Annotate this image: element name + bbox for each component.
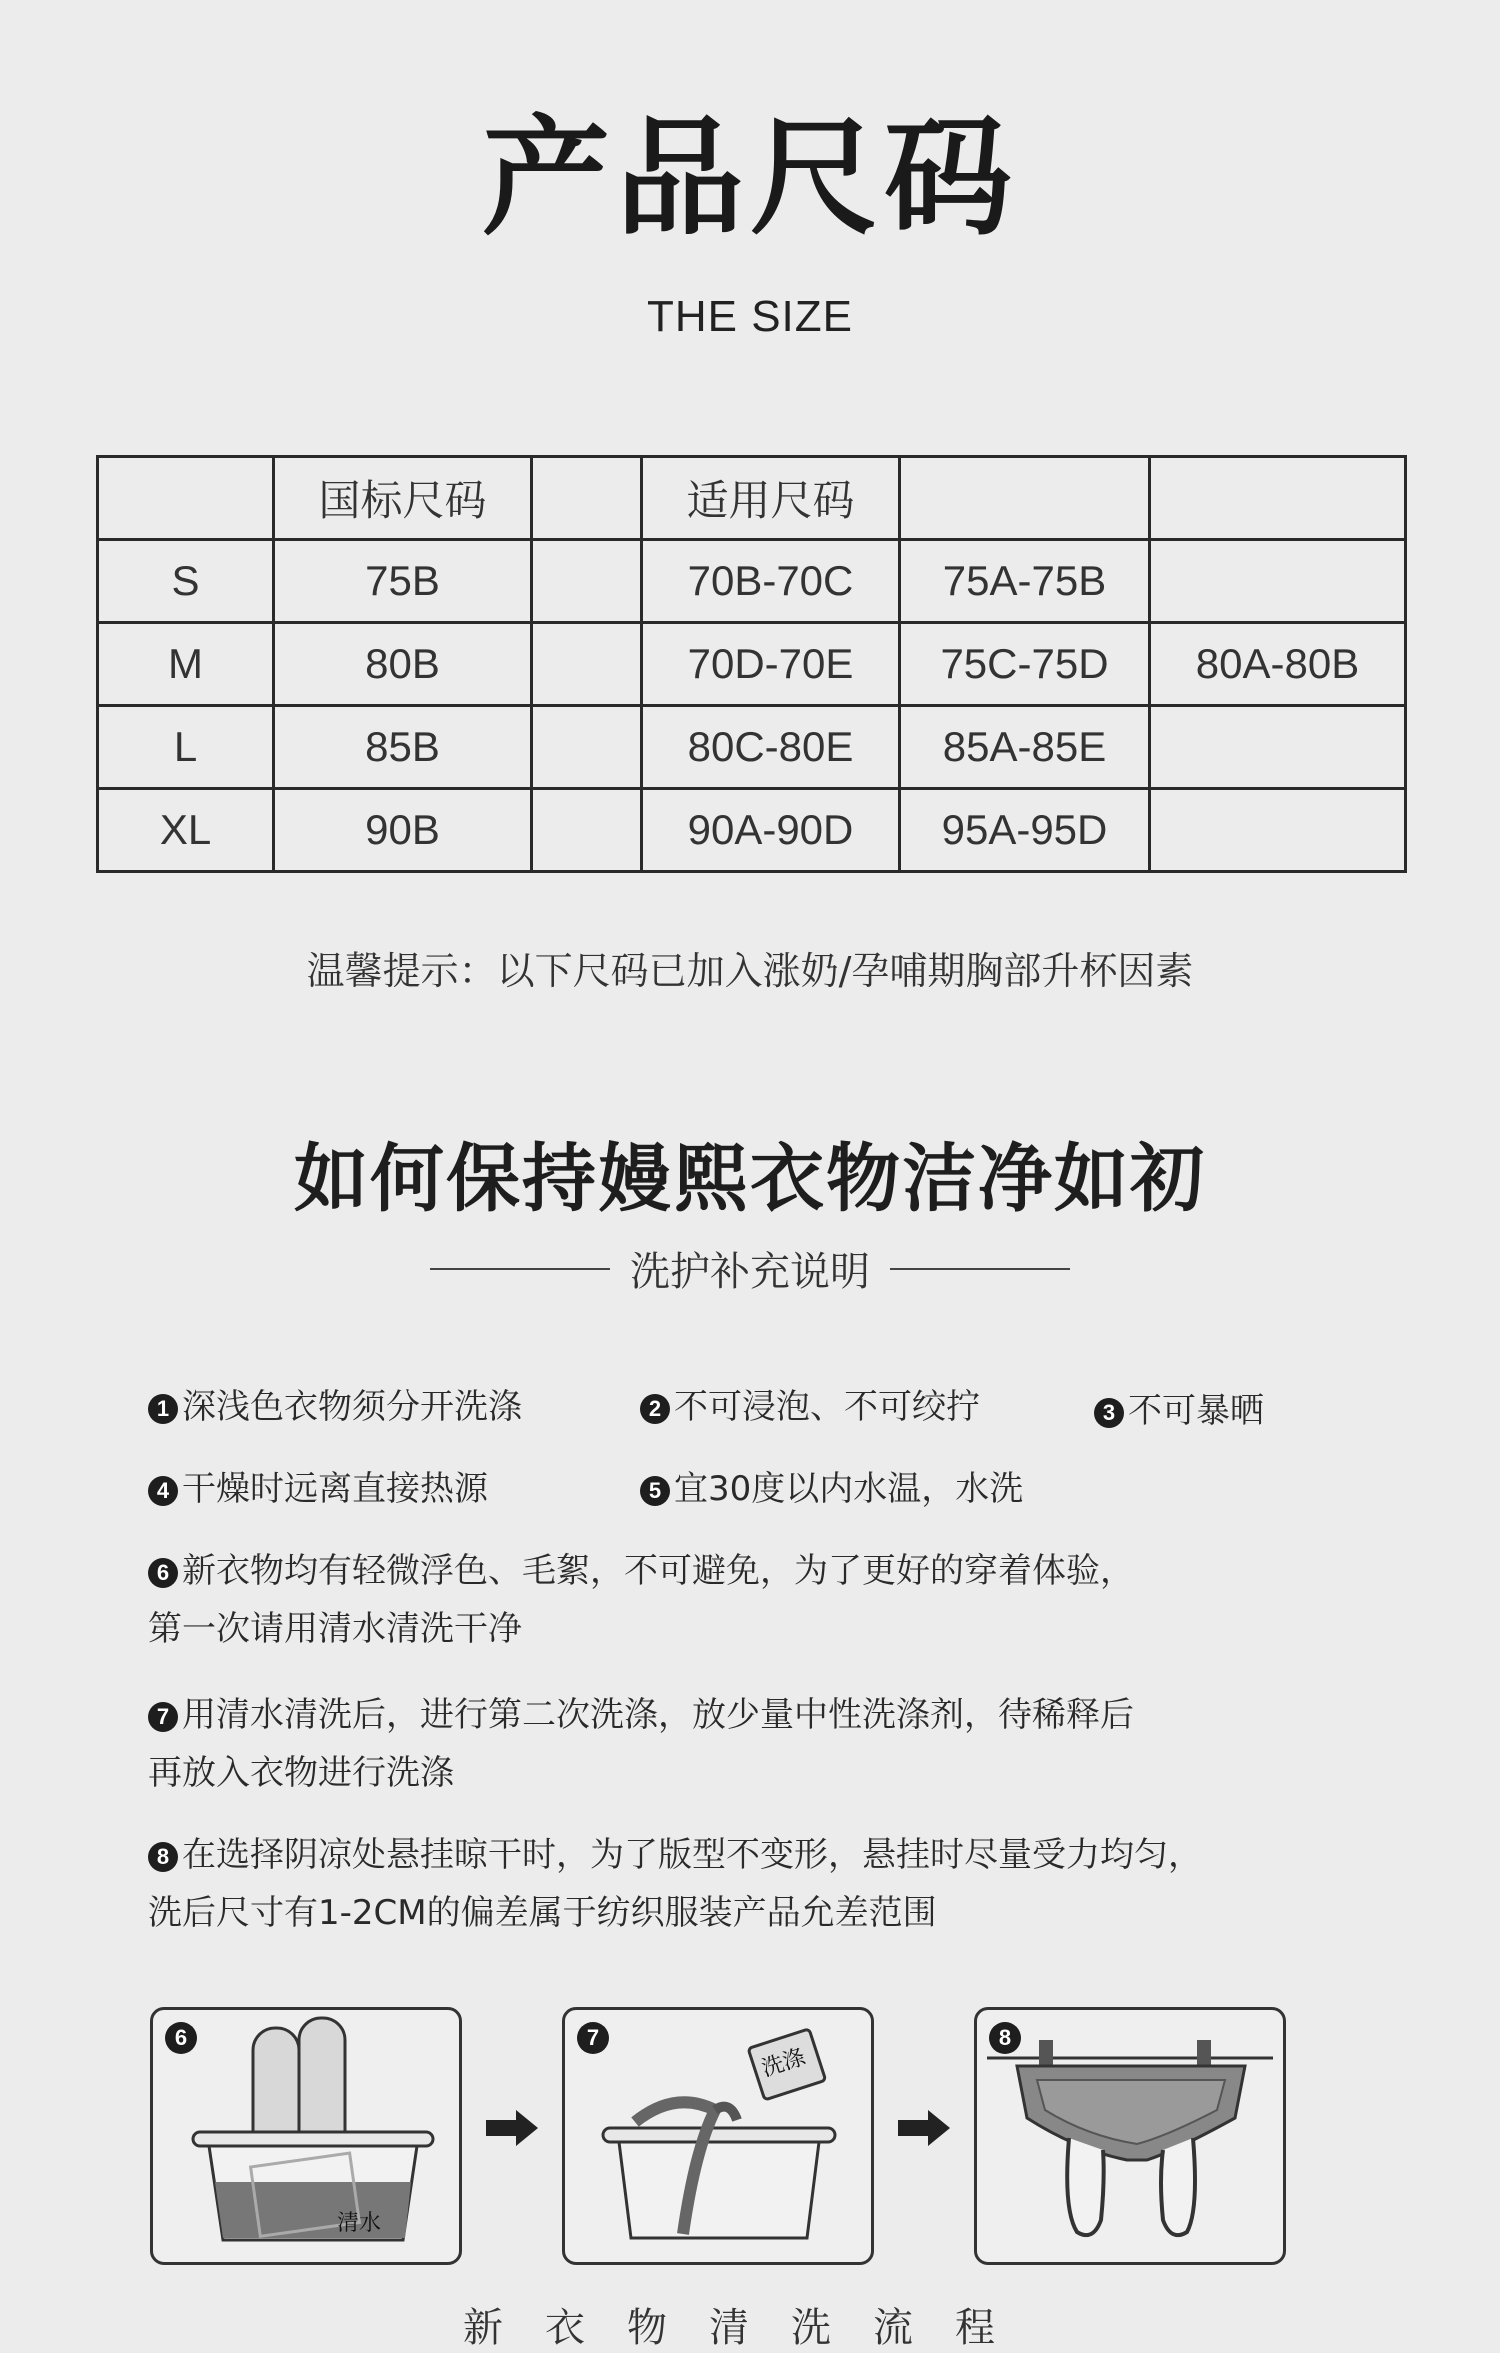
step-number: 6 <box>165 2022 197 2054</box>
note-number: 5 <box>640 1476 670 1506</box>
note-text: 在选择阴凉处悬挂晾干时，为了版型不变形，悬挂时尽量受力均匀， <box>182 1835 1202 1875</box>
table-cell <box>1150 706 1406 789</box>
note-text-line2: 洗后尺寸有1-2CM的偏差属于纺织服装产品允差范围 <box>148 1893 937 1933</box>
table-cell: 70D-70E <box>642 623 900 706</box>
note-text: 用清水清洗后，进行第二次洗涤，放少量中性洗涤剂，待稀释后 <box>182 1695 1134 1735</box>
hanging-garment-illustration <box>977 2010 1283 2262</box>
care-subtitle-text: 洗护补充说明 <box>630 1249 870 1295</box>
page-subtitle: THE SIZE <box>646 292 854 341</box>
table-cell <box>1150 457 1406 540</box>
care-note <box>1094 1382 1264 1440</box>
step-number: 8 <box>989 2022 1021 2054</box>
table-row <box>98 706 1406 789</box>
note-number: 2 <box>640 1394 670 1424</box>
table-cell: 国标尺码 <box>274 457 532 540</box>
note-number: 3 <box>1094 1398 1124 1428</box>
table-cell <box>532 706 642 789</box>
table-cell: 75A-75B <box>900 540 1150 623</box>
arrow-right-icon <box>486 2110 538 2150</box>
step-panel-hang-dry <box>974 2007 1286 2265</box>
step-panel-soak <box>150 2007 462 2265</box>
note-text: 不可暴晒 <box>1128 1391 1264 1431</box>
table-cell: 85B <box>274 706 532 789</box>
size-tip: 温馨提示：以下尺码已加入涨奶/孕哺期胸部升杯因素 <box>306 949 1194 993</box>
table-cell <box>532 789 642 872</box>
step-panel-wash <box>562 2007 874 2265</box>
note-text-line2: 第一次请用清水清洗干净 <box>148 1609 522 1649</box>
table-row <box>98 789 1406 872</box>
table-cell: 95A-95D <box>900 789 1150 872</box>
care-note <box>148 1826 1202 1942</box>
care-note <box>640 1460 1023 1518</box>
table-row <box>98 540 1406 623</box>
table-cell: L <box>98 706 274 789</box>
table-cell: XL <box>98 789 274 872</box>
step-label: 洗涤 <box>758 2044 809 2083</box>
care-title: 如何保持嫚熙衣物洁净如初 <box>294 1136 1206 1222</box>
table-cell: 75C-75D <box>900 623 1150 706</box>
arrow-right-icon <box>898 2110 950 2150</box>
size-table <box>96 455 1407 873</box>
table-cell <box>900 457 1150 540</box>
note-number: 1 <box>148 1394 178 1424</box>
table-cell: 75B <box>274 540 532 623</box>
note-text: 宜30度以内水温，水洗 <box>674 1469 1024 1509</box>
care-note <box>148 1542 1134 1658</box>
table-cell <box>532 540 642 623</box>
care-note <box>148 1686 1134 1802</box>
bottom-caption: 新衣物清洗流程 <box>463 2305 1037 2351</box>
table-cell: S <box>98 540 274 623</box>
table-cell: 80B <box>274 623 532 706</box>
page-title: 产品尺码 <box>481 104 1018 253</box>
table-cell <box>532 457 642 540</box>
table-cell <box>532 623 642 706</box>
care-note <box>148 1460 488 1518</box>
basin-detergent-illustration <box>565 2010 871 2262</box>
table-cell: 85A-85E <box>900 706 1150 789</box>
note-text: 深浅色衣物须分开洗涤 <box>182 1387 522 1427</box>
divider-line <box>430 1268 610 1270</box>
table-cell: 80A-80B <box>1150 623 1406 706</box>
care-subtitle <box>0 1240 1500 1297</box>
table-cell: 70B-70C <box>642 540 900 623</box>
table-cell: 90A-90D <box>642 789 900 872</box>
table-cell: 90B <box>274 789 532 872</box>
note-text: 不可浸泡、不可绞拧 <box>674 1387 980 1427</box>
basin-clear-water-illustration <box>153 2010 459 2262</box>
care-note <box>640 1378 980 1436</box>
care-note <box>148 1378 522 1436</box>
note-number: 4 <box>148 1476 178 1506</box>
note-text: 干燥时远离直接热源 <box>182 1469 488 1509</box>
table-cell <box>1150 789 1406 872</box>
note-text: 新衣物均有轻微浮色、毛絮，不可避免，为了更好的穿着体验， <box>182 1551 1134 1591</box>
table-cell <box>98 457 274 540</box>
step-label: 清水 <box>337 2211 382 2236</box>
step-number: 7 <box>577 2022 609 2054</box>
table-row <box>98 623 1406 706</box>
divider-line <box>890 1268 1070 1270</box>
table-cell: M <box>98 623 274 706</box>
note-number: 7 <box>148 1702 178 1732</box>
note-text-line2: 再放入衣物进行洗涤 <box>148 1753 454 1793</box>
note-number: 6 <box>148 1558 178 1588</box>
table-cell <box>1150 540 1406 623</box>
size-table-header <box>98 457 1406 540</box>
table-cell: 适用尺码 <box>642 457 900 540</box>
note-number: 8 <box>148 1842 178 1872</box>
table-cell: 80C-80E <box>642 706 900 789</box>
